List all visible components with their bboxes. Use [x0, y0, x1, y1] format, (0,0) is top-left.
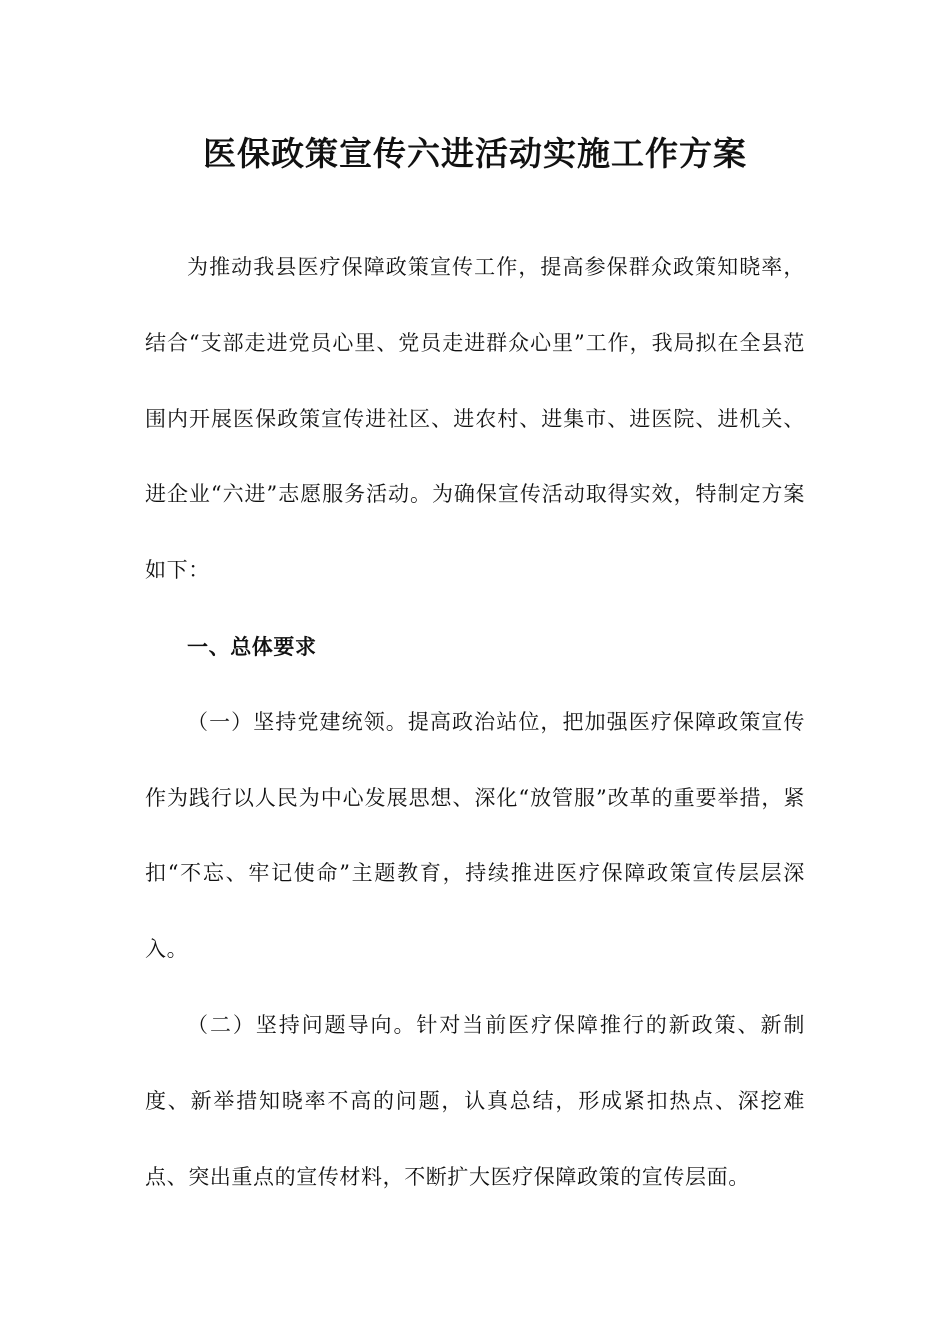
- paragraph-problem-oriented: （二）坚持问题导向。针对当前医疗保障推行的新政策、新制度、新举措知晓率不高的问题，认真总结，形成紧扣热点、深挖难点、突出重点的宣传材料，不断扩大医疗保障政策的宣传层面。: [145, 1012, 805, 1189]
- section-heading-general-requirements: 一、总体要求: [187, 633, 317, 659]
- intro-paragraph: 为推动我县医疗保障政策宣传工作，提高参保群众政策知晓率，结合“支部走进党员心里、党员走进群众心里”工作，我局拟在全县范围内开展医保政策宣传进社区、进农村、进集市、进医院、进机关、进企业“六进”志愿服务活动。为确保宣传活动取得实效，特制定方案如下：: [145, 255, 805, 583]
- paragraph-party-leadership: （一）坚持党建统领。提高政治站位，把加强医疗保障政策宣传作为践行以人民为中心发展思想、深化“放管服”改革的重要举措，紧扣“不忘、牢记使命”主题教育，持续推进医疗保障政策宣传层层深入。: [145, 709, 805, 962]
- document-title: 医保政策宣传六进活动实施工作方案: [203, 134, 747, 173]
- document-body: [145, 230, 805, 1215]
